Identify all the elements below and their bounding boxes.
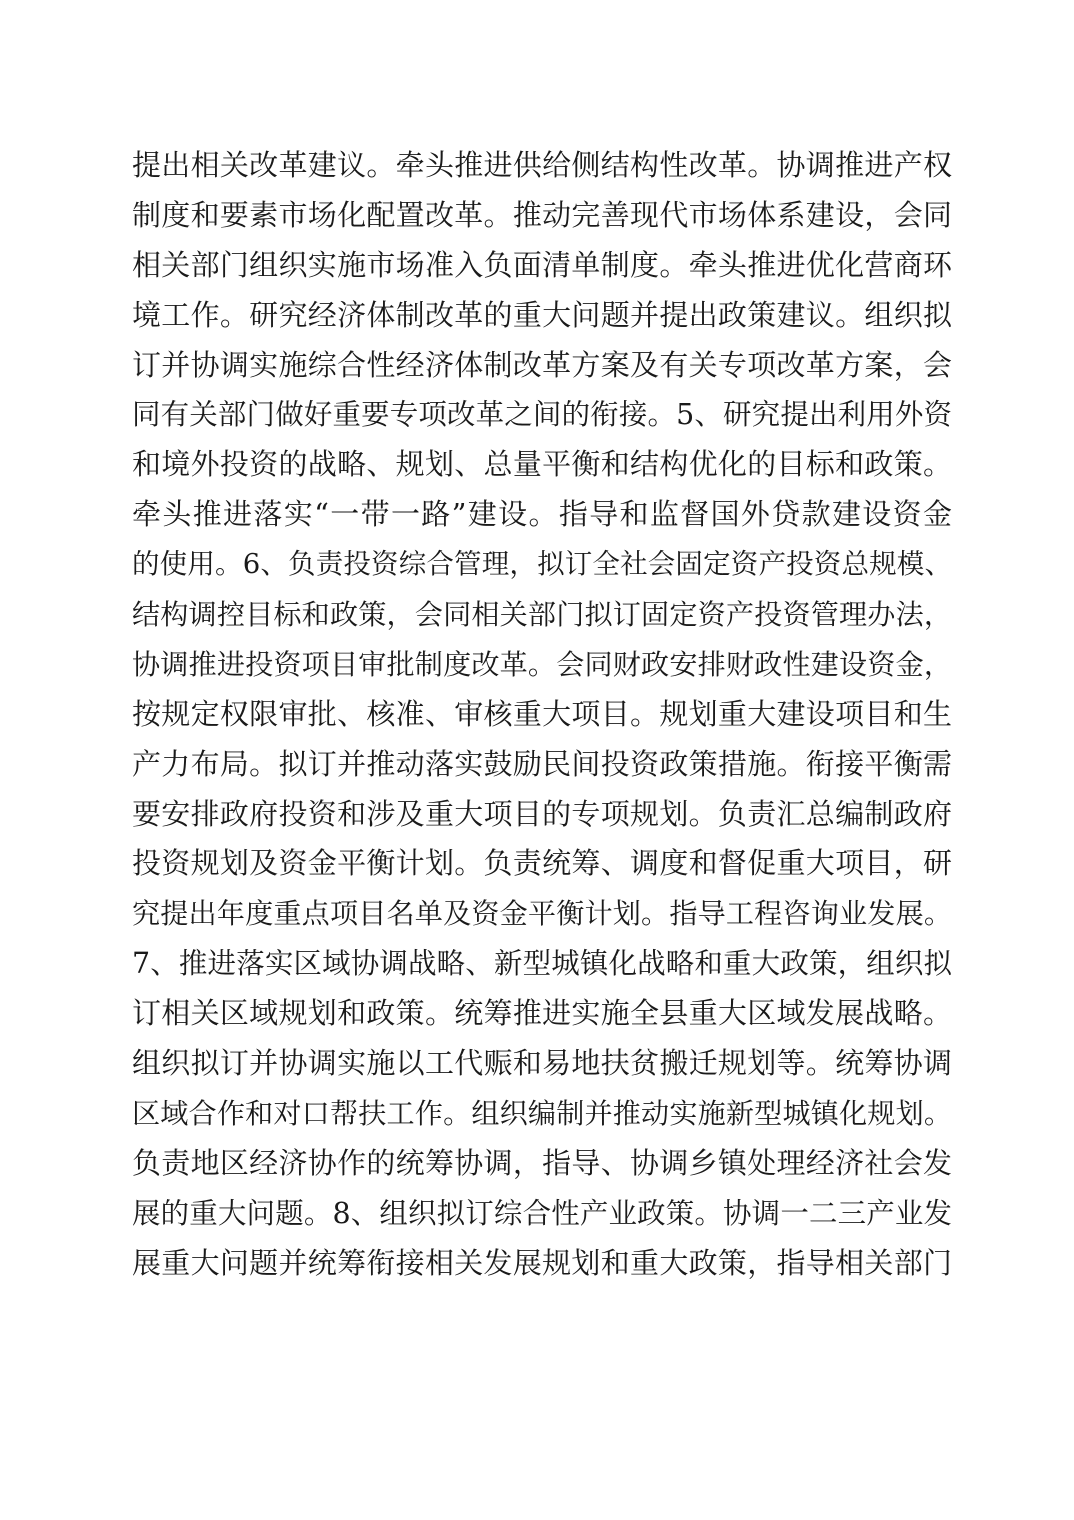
text-line: 协调推进投资项目审批制度改革。会同财政安排财政性建设资金， [132, 647, 952, 681]
text-line: 负责地区经济协作的统筹协调，指导、协调乡镇处理经济社会发 [132, 1145, 952, 1180]
text-line: 要安排政府投资和涉及重大项目的专项规划。负责汇总编制政府 [132, 796, 952, 831]
text-line: 7、推进落实区域协调战略、新型城镇化战略和重大政策，组织拟 [132, 947, 952, 981]
text-line: 相关部门组织实施市场准入负面清单制度。牵头推进优化营商环 [132, 247, 952, 282]
text-line: 展的重大问题。8、组织拟订综合性产业政策。协调一二三产业发 [132, 1196, 952, 1230]
text-line: 区域合作和对口帮扶工作。组织编制并推动实施新型城镇化规划。 [132, 1096, 952, 1130]
text-line: 订相关区域规划和政策。统筹推进实施全县重大区域发展战略。 [132, 996, 952, 1031]
text-line: 按规定权限审批、核准、审核重大项目。规划重大建设项目和生 [132, 696, 952, 731]
text-line: 同有关部门做好重要专项改革之间的衔接。5、研究提出利用外资 [132, 398, 952, 432]
text-line: 牵头推进落实“一带一路”建设。指导和监督国外贷款建设资金 [132, 497, 952, 532]
text-line: 提出相关改革建议。牵头推进供给侧结构性改革。协调推进产权 [132, 148, 952, 182]
text-line: 制度和要素市场化配置改革。推动完善现代市场体系建设，会同 [132, 197, 952, 232]
body-text [132, 141, 952, 1288]
text-line: 展重大问题并统筹衔接相关发展规划和重大政策，指导相关部门 [132, 1245, 952, 1280]
text-line: 和境外投资的战略、规划、总量平衡和结构优化的目标和政策。 [132, 447, 952, 482]
text-line: 产力布局。拟订并推动落实鼓励民间投资政策措施。衔接平衡需 [132, 746, 952, 781]
text-line: 结构调控目标和政策，会同相关部门拟订固定资产投资管理办法， [132, 598, 952, 632]
text-line: 投资规划及资金平衡计划。负责统筹、调度和督促重大项目，研 [132, 846, 952, 881]
text-line: 境工作。研究经济体制改革的重大问题并提出政策建议。组织拟 [132, 297, 952, 332]
text-line: 订并协调实施综合性经济体制改革方案及有关专项改革方案，会 [132, 347, 952, 382]
text-line: 组织拟订并协调实施以工代赈和易地扶贫搬迁规划等。统筹协调 [132, 1046, 952, 1081]
text-line: 究提出年度重点项目名单及资金平衡计划。指导工程咨询业发展。 [132, 897, 952, 931]
text-line: 的使用。6、负责投资综合管理，拟订全社会固定资产投资总规模、 [132, 548, 952, 581]
